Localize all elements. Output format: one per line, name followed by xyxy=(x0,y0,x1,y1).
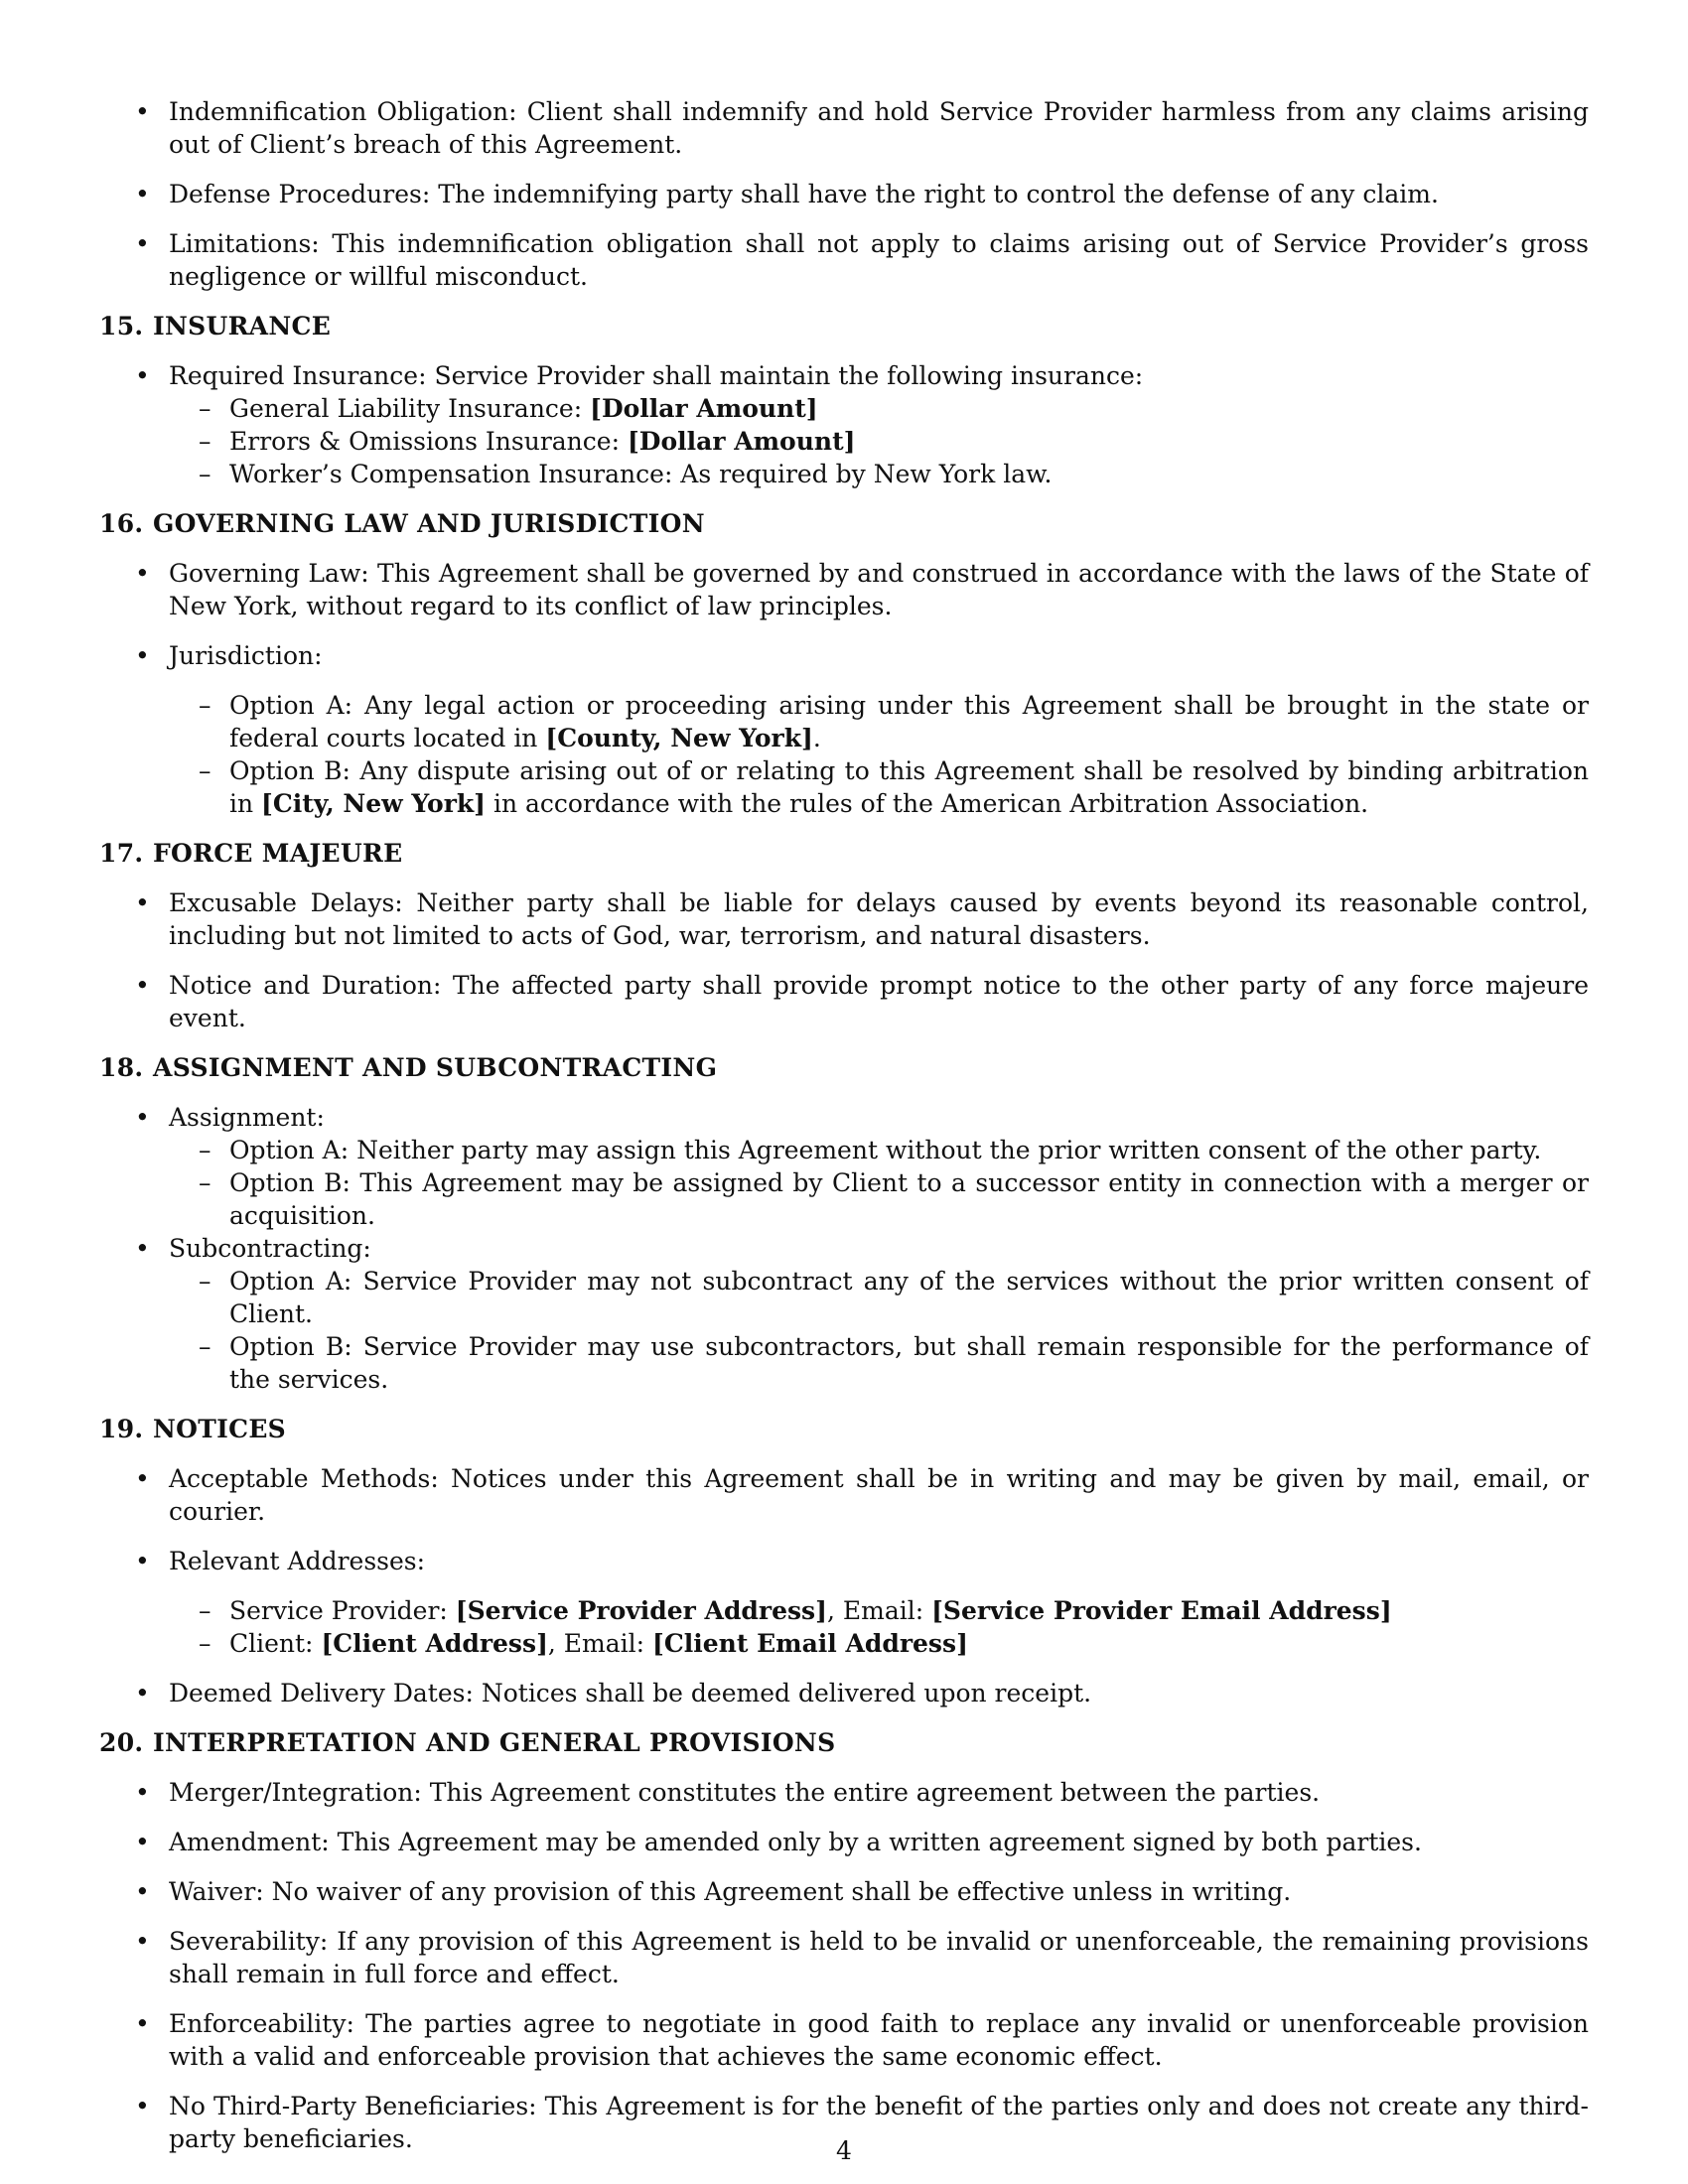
governing-law-list xyxy=(99,557,1589,820)
section-heading-insurance: 15. INSURANCE xyxy=(99,312,332,341)
sub-list-item: – General Liability Insurance: [Dollar Amount] xyxy=(99,392,1589,425)
section-heading-interpretation: 20. INTERPRETATION AND GENERAL PROVISIONS xyxy=(99,1728,836,1757)
page-number: 4 xyxy=(836,2136,852,2165)
list-item: • Amendment: This Agreement may be amended only by a written agreement signed by both parties. xyxy=(99,1826,1589,1858)
section-heading-assignment: 18. ASSIGNMENT AND SUBCONTRACTING xyxy=(99,1053,718,1082)
insurance-list xyxy=(99,359,1589,490)
section-heading-governing-law: 16. GOVERNING LAW AND JURISDICTION xyxy=(99,509,705,538)
list-item: • Limitations: This indemnification obligation shall not apply to claims arising out of Service Provider’s gross negligence or willful misconduct. xyxy=(99,227,1589,293)
sub-list-item: – Option A: Service Provider may not subcontract any of the services without the prior written consent of Client. xyxy=(99,1265,1589,1330)
sub-list-item: – Client: [Client Address], Email: [Client Email Address] xyxy=(99,1627,1589,1660)
list-item: • Deemed Delivery Dates: Notices shall be deemed delivered upon receipt. xyxy=(99,1677,1589,1709)
interpretation-list xyxy=(99,1776,1589,2155)
sub-list-item: – Errors & Omissions Insurance: [Dollar Amount] xyxy=(99,425,1589,458)
list-item: • Indemnification Obligation: Client shall indemnify and hold Service Provider harmless from any claims arising out of Client’s breach of this Agreement. xyxy=(99,95,1589,161)
sub-list-item: – Service Provider: [Service Provider Address], Email: [Service Provider Email Address] xyxy=(99,1594,1589,1627)
sub-list-item: – Option B: Service Provider may use subcontractors, but shall remain responsible for the performance of the services. xyxy=(99,1330,1589,1396)
list-item: • Excusable Delays: Neither party shall be liable for delays caused by events beyond its reasonable control, including but not limited to acts of God, war, terrorism, and natural disasters. xyxy=(99,887,1589,952)
list-item: • Severability: If any provision of this Agreement is held to be invalid or unenforceable, the remaining provisions shall remain in full force and effect. xyxy=(99,1925,1589,1990)
notices-list xyxy=(99,1462,1589,1709)
list-item: • Enforceability: The parties agree to negotiate in good faith to replace any invalid or unenforceable provision with a valid and enforceable provision that achieves the same economic effect. xyxy=(99,2007,1589,2073)
force-majeure-list xyxy=(99,887,1589,1034)
assignment-list xyxy=(99,1101,1589,1396)
sub-list-item: – Option A: Neither party may assign this Agreement without the prior written consent of the other party. xyxy=(99,1134,1589,1166)
document-page xyxy=(99,95,1589,2172)
list-item: • Required Insurance: Service Provider shall maintain the following insurance: – General Liability Insurance: [Dollar Amount] – Errors & Omissions Insurance: [Dollar Amount] – Worker’s Compensation Insurance: As required by New York law. xyxy=(99,359,1589,490)
list-item: • Waiver: No waiver of any provision of this Agreement shall be effective unless in writing. xyxy=(99,1875,1589,1908)
section-heading-force-majeure: 17. FORCE MAJEURE xyxy=(99,839,403,868)
list-item: • Governing Law: This Agreement shall be governed by and construed in accordance with the laws of the State of New York, without regard to its conflict of law principles. xyxy=(99,557,1589,622)
sub-list-item: – Option B: This Agreement may be assigned by Client to a successor entity in connection with a merger or acquisition. xyxy=(99,1166,1589,1232)
list-item: • Relevant Addresses: – Service Provider: [Service Provider Address], Email: [Service Provider Email Address] – Client: [Client Address], Email: [Client Email Address] xyxy=(99,1545,1589,1660)
list-item: • Subcontracting: – Option A: Service Provider may not subcontract any of the services without the prior written consent of Client. – Option B: Service Provider may use subcontractors, but shall remain responsible for the performance of the services. xyxy=(99,1232,1589,1396)
list-item: • No Third-Party Beneficiaries: This Agreement is for the benefit of the parties only and does not create any third-party beneficiaries. xyxy=(99,2090,1589,2155)
list-item: • Merger/Integration: This Agreement constitutes the entire agreement between the parties. xyxy=(99,1776,1589,1809)
indemnification-list xyxy=(99,95,1589,293)
list-item: • Jurisdiction: – Option A: Any legal action or proceeding arising under this Agreement shall be brought in the state or federal courts located in [County, New York]. – Option B: Any dispute arising out of or relating to this Agreement shall be resolved by binding arbitration in [City, New York] in accordance with the rules of the American Arbitration Association. xyxy=(99,639,1589,820)
section-heading-notices: 19. NOTICES xyxy=(99,1415,287,1443)
sub-list-item: – Option B: Any dispute arising out of or relating to this Agreement shall be resolved by binding arbitration in [City, New York] in accordance with the rules of the American Arbitration Association. xyxy=(99,754,1589,820)
sub-list-item: – Worker’s Compensation Insurance: As required by New York law. xyxy=(99,458,1589,490)
list-item: • Defense Procedures: The indemnifying party shall have the right to control the defense of any claim. xyxy=(99,178,1589,210)
list-item: • Acceptable Methods: Notices under this Agreement shall be in writing and may be given by mail, email, or courier. xyxy=(99,1462,1589,1528)
sub-list-item: – Option A: Any legal action or proceeding arising under this Agreement shall be brought in the state or federal courts located in [County, New York]. xyxy=(99,689,1589,754)
list-item: • Notice and Duration: The affected party shall provide prompt notice to the other party of any force majeure event. xyxy=(99,969,1589,1034)
list-item: • Assignment: – Option A: Neither party may assign this Agreement without the prior written consent of the other party. – Option B: This Agreement may be assigned by Client to a successor entity in connection with a merger or acquisition. xyxy=(99,1101,1589,1232)
